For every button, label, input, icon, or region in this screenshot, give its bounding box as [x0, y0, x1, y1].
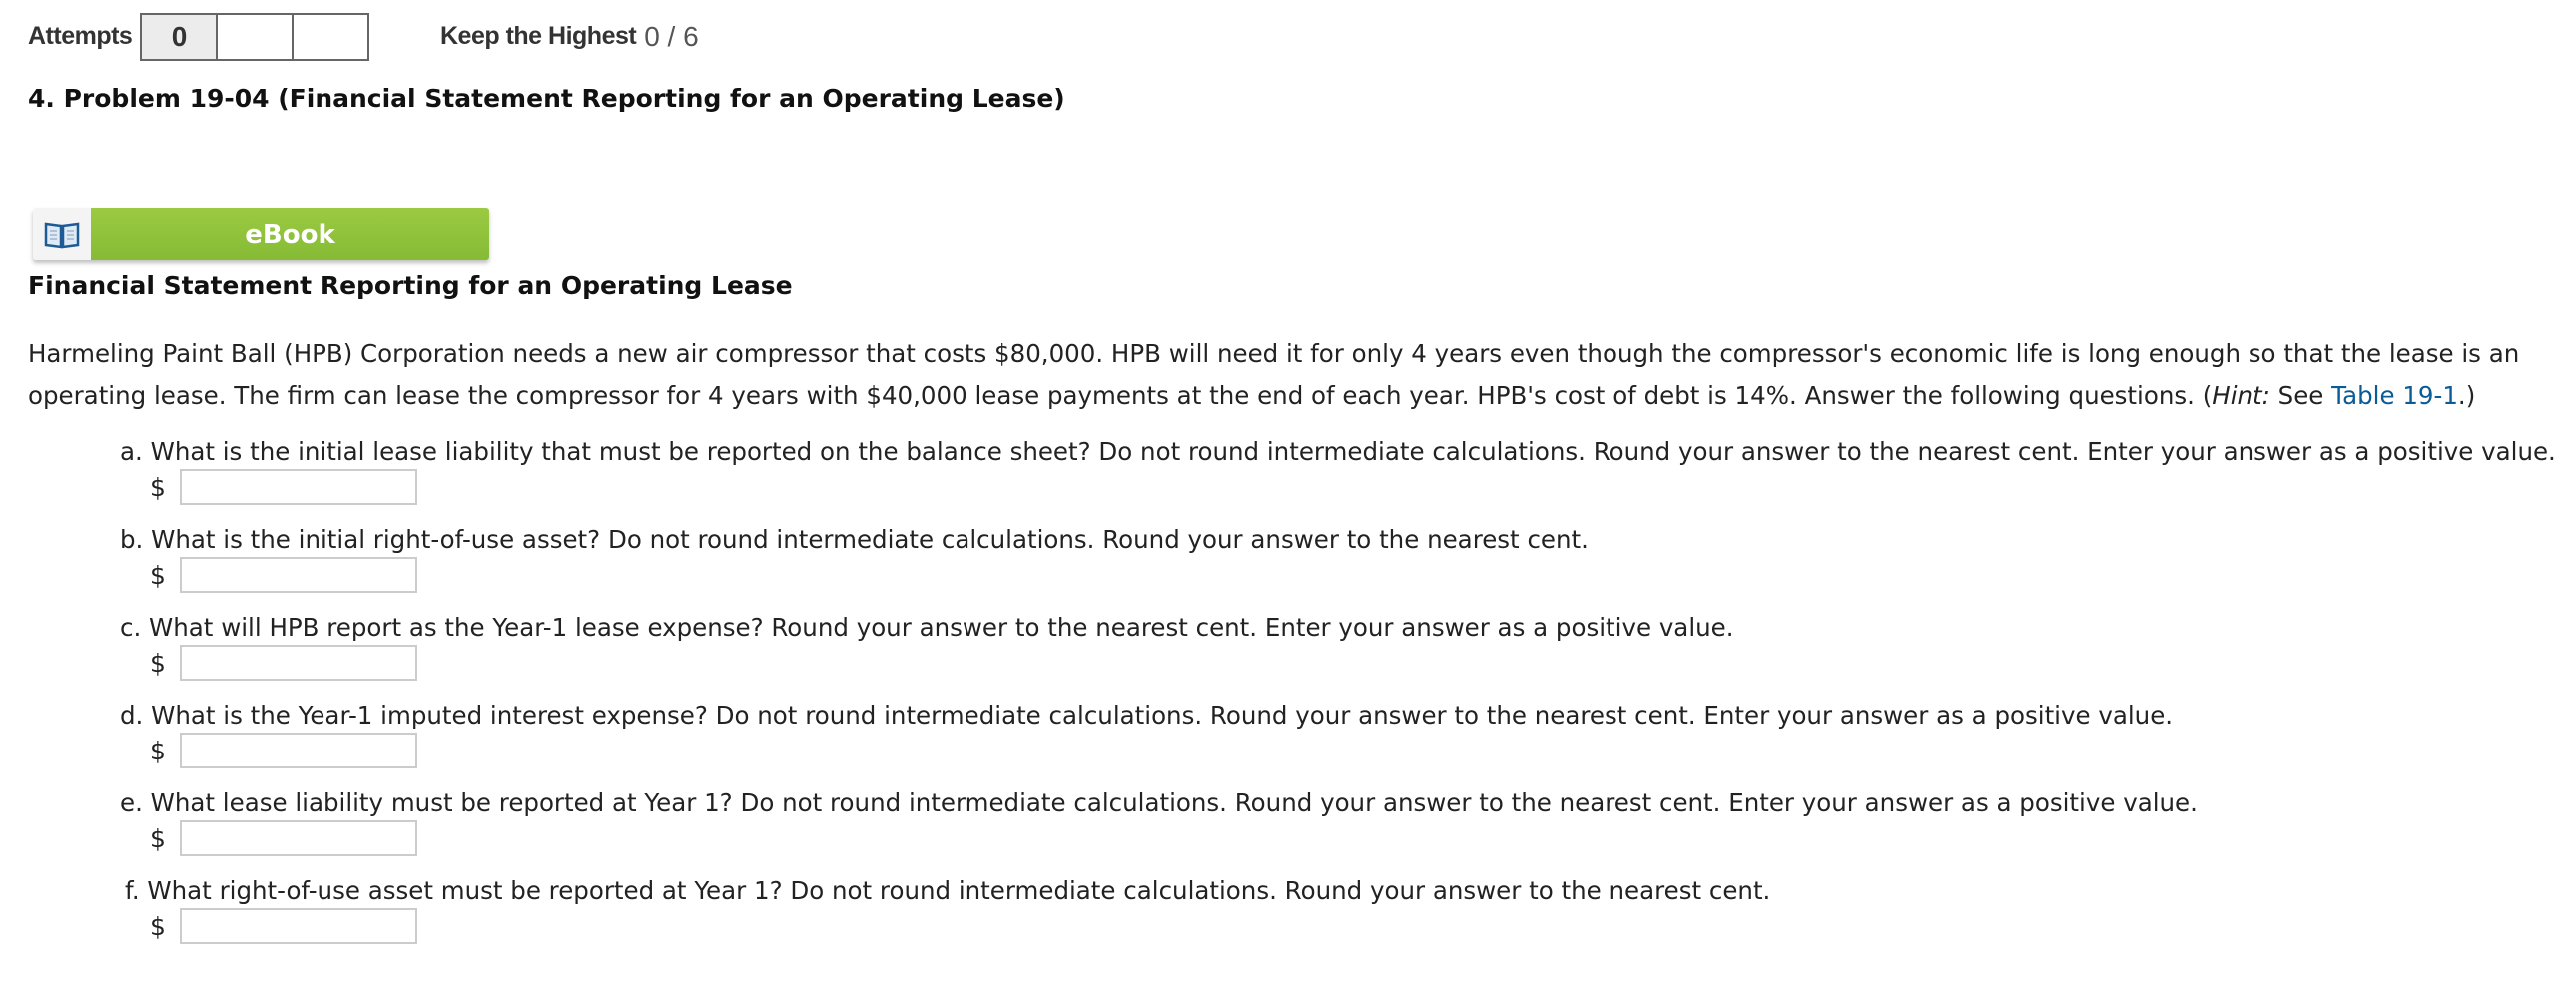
answer-row-e	[150, 820, 417, 856]
paragraph-end: .)	[2457, 381, 2476, 410]
attempts-tracker	[28, 13, 369, 60]
score-value: 0 / 6	[644, 20, 699, 52]
answer-input-f[interactable]	[180, 908, 417, 944]
attempt-box	[218, 15, 294, 59]
ebook-button[interactable]	[33, 208, 489, 260]
currency-symbol: $	[150, 823, 166, 853]
currency-symbol: $	[150, 648, 166, 678]
problem-statement	[28, 333, 2554, 417]
attempts-label: Attempts	[28, 22, 133, 50]
score-display	[440, 13, 699, 60]
hint-text: See	[2269, 381, 2332, 410]
problem-text: Harmeling Paint Ball (HPB) Corporation needs a new air compressor that costs $80,000. HPB will need it for only 4 years even though the compressor's economic life is long enough so that the lease is an operating lease. The firm can lease the compressor for 4 years with $40,000 lease payments at the end of each year. HPB's cost of debt is 14%. Answer the following questions. (	[28, 339, 2520, 410]
answer-row-f	[150, 908, 417, 944]
question-e: e. What lease liability must be reported at Year 1? Do not round intermediate calculations. Round your answer to the nearest cent. Enter your answer as a positive value.	[120, 788, 2198, 817]
attempt-box: 0	[142, 15, 218, 59]
answer-input-a[interactable]	[180, 469, 417, 505]
question-b: b. What is the initial right-of-use asset? Do not round intermediate calculations. Round your answer to the nearest cent.	[120, 525, 1589, 554]
question-a: a. What is the initial lease liability that must be reported on the balance sheet? Do not round intermediate calculations. Round your answer to the nearest cent. Enter your answer as a positive value.	[120, 437, 2556, 466]
answer-input-e[interactable]	[180, 820, 417, 856]
attempt-box	[294, 15, 367, 59]
currency-symbol: $	[150, 911, 166, 941]
answer-row-c	[150, 645, 417, 681]
keep-highest-label: Keep the Highest	[440, 22, 637, 50]
ebook-label: eBook	[91, 208, 489, 260]
question-f: f. What right-of-use asset must be reported at Year 1? Do not round intermediate calculations. Round your answer to the nearest cent.	[125, 876, 1771, 905]
answer-row-d	[150, 733, 417, 768]
hint-label: Hint:	[2212, 381, 2270, 410]
currency-symbol: $	[150, 472, 166, 502]
question-d: d. What is the Year-1 imputed interest expense? Do not round intermediate calculations. Round your answer to the nearest cent. Enter your answer as a positive value.	[120, 701, 2174, 730]
section-heading: Financial Statement Reporting for an Operating Lease	[28, 271, 793, 300]
problem-title: 4. Problem 19-04 (Financial Statement Reporting for an Operating Lease)	[28, 84, 1065, 113]
answer-input-b[interactable]	[180, 557, 417, 593]
currency-symbol: $	[150, 736, 166, 765]
table-link[interactable]: Table 19-1	[2331, 381, 2458, 410]
question-c: c. What will HPB report as the Year-1 lease expense? Round your answer to the nearest cent. Enter your answer as a positive value.	[120, 613, 1734, 642]
answer-input-c[interactable]	[180, 645, 417, 681]
currency-symbol: $	[150, 560, 166, 590]
book-icon	[33, 208, 91, 260]
answer-row-a	[150, 469, 417, 505]
attempt-boxes	[140, 13, 369, 61]
answer-input-d[interactable]	[180, 733, 417, 768]
answer-row-b	[150, 557, 417, 593]
